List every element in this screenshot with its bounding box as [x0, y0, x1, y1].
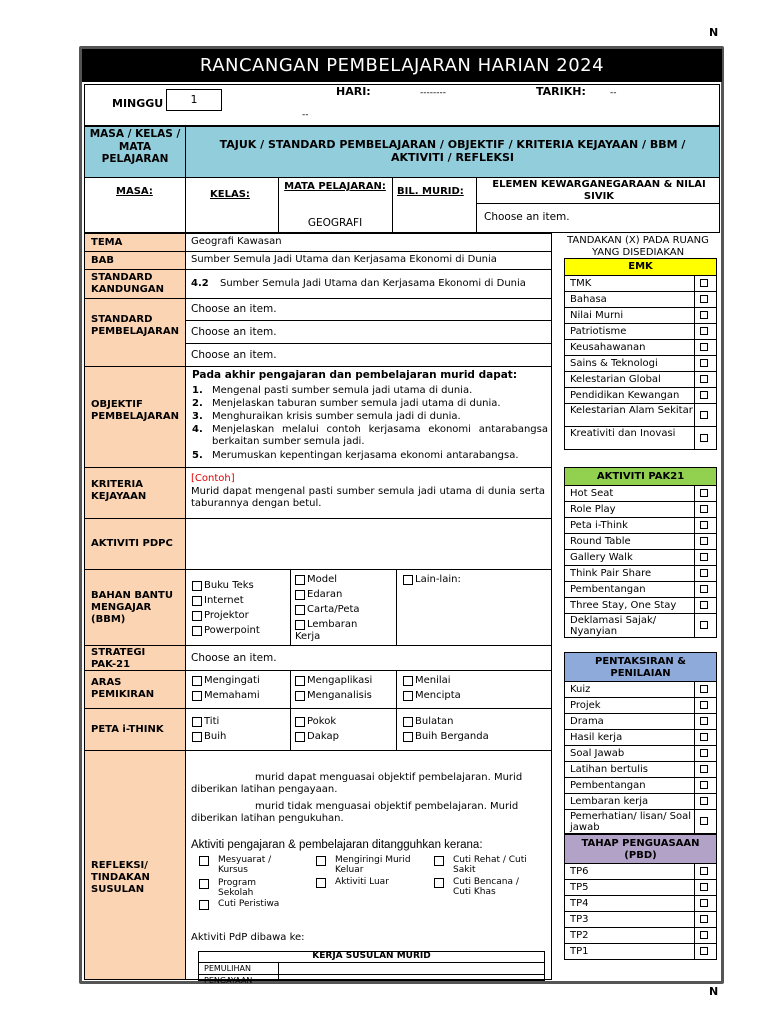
- emk-label-pendidikan-kewangan: Pendidikan Kewangan: [570, 390, 680, 401]
- emk-row-pendidikan-kewangan: [564, 388, 717, 404]
- aras-label: ARAS PEMIKIRAN: [91, 677, 155, 700]
- pentaksiran-label-kuiz: Kuiz: [570, 684, 591, 695]
- pak21-label-round-table: Round Table: [570, 536, 631, 547]
- aras-label-mencipta: Mencipta: [415, 690, 461, 701]
- tangguh-label-mesyuarat: Mesyuarat / Kursus: [218, 855, 272, 875]
- bab-value: Sumber Semula Jadi Utama dan Kerjasama Ekonomi di Dunia: [191, 254, 497, 265]
- bbm-label-lembaran-kerja: Lembaran Kerja: [295, 619, 358, 642]
- dibawa-ke-label: Aktiviti PdP dibawa ke:: [191, 932, 305, 943]
- obj-num-1: 1.: [192, 385, 203, 396]
- obj-num-2: 2.: [192, 398, 203, 409]
- emk-label-sains-teknologi: Sains & Teknologi: [570, 358, 658, 369]
- emk-row-nilai-murni: [564, 308, 717, 324]
- pentaksiran-label-lembaran-kerja: Lembaran kerja: [570, 796, 649, 807]
- pentaksiran-checkbox-latihan-bertulis[interactable]: [700, 765, 708, 773]
- tajuk-header-text: TAJUK / STANDARD PEMBELAJARAN / OBJEKTIF / KRITERIA KEJAYAAN / BBM / AKTIVITI / REFLEKSI: [219, 138, 686, 165]
- sk-label: STANDARD KANDUNGAN: [91, 272, 164, 295]
- peta-label-bulatan: Bulatan: [415, 716, 454, 727]
- bbm-checkbox-edaran[interactable]: [295, 590, 305, 600]
- bbm-checkbox-lain-lain[interactable]: [403, 575, 413, 585]
- tangguh-checkbox-program-sekolah[interactable]: [199, 879, 209, 889]
- pak21-label-three-stay-one-stay: Three Stay, One Stay: [570, 600, 677, 611]
- tahap-row-tp2: [564, 928, 717, 944]
- refleksi-label: REFLEKSI/ TINDAKAN SUSULAN: [91, 860, 150, 895]
- pak21-row-deklamasi-sajak-nyanyian: [564, 614, 717, 638]
- pak21-label-peta-i-think: Peta i-Think: [570, 520, 628, 531]
- bbm-checkbox-powerpoint[interactable]: [192, 626, 202, 636]
- obj-intro: Pada akhir pengajaran dan pembelajaran murid dapat:: [192, 369, 518, 381]
- sp-label: STANDARD PEMBELAJARAN: [91, 314, 179, 337]
- masa-label: MASA:: [116, 186, 153, 197]
- pentaksiran-row-soal-jawab: [564, 746, 717, 762]
- tahap-checkbox-tp5[interactable]: [700, 883, 708, 891]
- pak21-row-pembentangan: [564, 582, 717, 598]
- bbm-label-carta-peta: Carta/Peta: [307, 604, 360, 615]
- bbm-checkbox-buku-teks[interactable]: [192, 581, 202, 591]
- tangguh-checkbox-aktiviti-luar[interactable]: [316, 878, 326, 888]
- pak21-label-gallery-walk: Gallery Walk: [570, 552, 633, 563]
- tangguh-checkbox-cuti-bencana[interactable]: [434, 878, 444, 888]
- tahap-row-tp6: [564, 864, 717, 880]
- mata-pelajaran-value: GEOGRAFI: [307, 217, 363, 229]
- tangguh-label-mengiringi: Mengiringi Murid Keluar: [335, 855, 411, 875]
- emk-label-bahasa: Bahasa: [570, 294, 607, 305]
- peta-label: PETA i-THINK: [91, 724, 164, 735]
- kk-example: [Contoh]: [191, 473, 235, 484]
- peta-checkbox-titi[interactable]: [192, 717, 202, 727]
- aras-label-mengingati: Mengingati: [204, 675, 260, 686]
- pak21-checkbox-pembentangan[interactable]: [700, 585, 708, 593]
- tangguh-label-cuti-rehat: Cuti Rehat / Cuti Sakit: [453, 855, 527, 875]
- tarikh-field[interactable]: --: [610, 88, 617, 98]
- emk-label-kelestarian-global: Kelestarian Global: [570, 374, 661, 385]
- pak21-row-gallery-walk: [564, 550, 717, 566]
- emk-checkbox-nilai-murni[interactable]: [700, 311, 708, 319]
- aras-label-menilai: Menilai: [415, 675, 451, 686]
- bbm-checkbox-carta-peta[interactable]: [295, 605, 305, 615]
- peta-checkbox-dakap[interactable]: [295, 732, 305, 742]
- header-extra-field: --: [302, 110, 309, 120]
- peta-label-buih: Buih: [204, 731, 227, 742]
- pentaksiran-checkbox-drama[interactable]: [700, 717, 708, 725]
- emk-label-tmk: TMK: [570, 278, 592, 289]
- pak21-row-three-stay-one-stay: [564, 598, 717, 614]
- tahap-label-tp6: TP6: [570, 866, 589, 877]
- obj-item-2: Menjelaskan taburan sumber semula jadi utama di dunia.: [212, 398, 501, 409]
- emk-row-kreativiti-dan-inovasi: [564, 427, 717, 450]
- emk-row-bahasa: [564, 292, 717, 308]
- pak21-checkbox-deklamasi-sajak-nyanyian[interactable]: [700, 621, 708, 629]
- emk-title: EMK: [564, 258, 717, 276]
- pentaksiran-label-drama: Drama: [570, 716, 604, 727]
- pdpc-cell[interactable]: [185, 518, 552, 570]
- tangguh-label-program-sekolah: Program Sekolah: [218, 878, 256, 898]
- emk-label-kreativiti-dan-inovasi: Kreativiti dan Inovasi: [570, 428, 676, 439]
- sp-dropdown-2[interactable]: Choose an item.: [191, 326, 277, 338]
- pentaksiran-label-hasil-kerja: Hasil kerja: [570, 732, 623, 743]
- pak21-label-hot-seat: Hot Seat: [570, 488, 614, 499]
- emk-checkbox-pendidikan-kewangan[interactable]: [700, 391, 708, 399]
- corner-mark-top: N: [709, 26, 719, 39]
- peta-label-titi: Titi: [204, 716, 220, 727]
- tahap-checkbox-tp4[interactable]: [700, 899, 708, 907]
- pentaksiran-row-hasil-kerja: [564, 730, 717, 746]
- aras-label-mengaplikasi: Mengaplikasi: [307, 675, 373, 686]
- pak21-row-peta-i-think: [564, 518, 717, 534]
- elemen-dropdown[interactable]: Choose an item.: [484, 211, 570, 223]
- aras-label-menganalisis: Menganalisis: [307, 690, 372, 701]
- pak21-checkbox-role-play[interactable]: [700, 505, 708, 513]
- pentaksiran-row-kuiz: [564, 682, 717, 698]
- tangguh-label-aktiviti-luar: Aktiviti Luar: [335, 877, 389, 887]
- peta-checkbox-bulatan[interactable]: [403, 717, 413, 727]
- masa-kelas-header-text: MASA / KELAS / MATA PELAJARAN: [89, 128, 181, 166]
- bbm-label-lain-lain: Lain-lain:: [415, 574, 461, 585]
- obj-num-3: 3.: [192, 411, 203, 422]
- pak21-label-deklamasi-sajak-nyanyian: Deklamasi Sajak/ Nyanyian: [570, 615, 657, 637]
- tangguh-checkbox-cuti-rehat[interactable]: [434, 856, 444, 866]
- pentaksiran-checkbox-soal-jawab[interactable]: [700, 749, 708, 757]
- pentaksiran-row-latihan-bertulis: [564, 762, 717, 778]
- emk-checkbox-keusahawanan[interactable]: [700, 343, 708, 351]
- aras-label-memahami: Memahami: [204, 690, 260, 701]
- emk-label-patriotisme: Patriotisme: [570, 326, 627, 337]
- emk-row-tmk: [564, 276, 717, 292]
- mata-pelajaran-label: MATA PELAJARAN:: [284, 181, 386, 192]
- emk-row-kelestarian-alam-sekitar: [564, 404, 717, 427]
- strategi-dropdown[interactable]: Choose an item.: [191, 652, 277, 664]
- pentaksiran-checkbox-pembentangan[interactable]: [700, 781, 708, 789]
- peta-checkbox-buih[interactable]: [192, 732, 202, 742]
- emk-checkbox-kelestarian-global[interactable]: [700, 375, 708, 383]
- obj-label: OBJEKTIF PEMBELAJARAN: [91, 399, 179, 422]
- bil-murid-label: BIL. MURID:: [397, 186, 464, 197]
- corner-mark-bottom: N: [709, 985, 719, 998]
- bab-label: BAB: [91, 255, 114, 266]
- minggu-field[interactable]: 1: [166, 89, 222, 111]
- pentaksiran-row-projek: [564, 698, 717, 714]
- tahap-title: TAHAP PENGUASAAN (PBD): [564, 834, 717, 864]
- obj-num-5: 5.: [192, 450, 203, 461]
- tahap-row-tp3: [564, 912, 717, 928]
- tangguh-label-cuti-bencana: Cuti Bencana / Cuti Khas: [453, 877, 519, 897]
- pak21-row-role-play: [564, 502, 717, 518]
- bbm-checkbox-model[interactable]: [295, 575, 305, 585]
- emk-checkbox-patriotisme[interactable]: [700, 327, 708, 335]
- bbm-label-powerpoint: Powerpoint: [204, 625, 260, 636]
- tarikh-label: TARIKH:: [536, 85, 586, 98]
- pentaksiran-label-latihan-bertulis: Latihan bertulis: [570, 764, 649, 775]
- sp-dropdown-1[interactable]: Choose an item.: [191, 303, 277, 315]
- peta-cell: [185, 708, 552, 751]
- bbm-label: BAHAN BANTU MENGAJAR (BBM): [91, 590, 173, 625]
- emk-checkbox-tmk[interactable]: [700, 279, 708, 287]
- tahap-row-tp4: [564, 896, 717, 912]
- kk-label: KRITERIA KEJAYAAN: [91, 479, 147, 502]
- tahap-checkbox-tp3[interactable]: [700, 915, 708, 923]
- emk-checkbox-sains-teknologi[interactable]: [700, 359, 708, 367]
- bbm-label-edaran: Edaran: [307, 589, 343, 600]
- pentaksiran-label-pemerhatian-lisan-soal-jawab: Pemerhatian/ lisan/ Soal jawab: [570, 811, 691, 833]
- bbm-checkbox-projektor[interactable]: [192, 611, 202, 621]
- pentaksiran-checkbox-projek[interactable]: [700, 701, 708, 709]
- pentaksiran-checkbox-pemerhatian-lisan-soal-jawab[interactable]: [700, 817, 708, 825]
- peta-label-pokok: Pokok: [307, 716, 337, 727]
- page-title: RANCANGAN PEMBELAJARAN HARIAN 2024: [82, 49, 722, 82]
- bbm-checkbox-internet[interactable]: [192, 596, 202, 606]
- tahap-label-tp3: TP3: [570, 914, 589, 925]
- obj-item-3: Menghuraikan krisis sumber semula jadi di dunia.: [212, 411, 461, 422]
- tema-label: TEMA: [91, 237, 123, 248]
- refleksi-line-2: murid tidak menguasai objektif pembelajaran. Murid diberikan latihan pengukuhan.: [191, 801, 519, 824]
- pentaksiran-row-drama: [564, 714, 717, 730]
- strategi-label: STRATEGI PAK-21: [91, 647, 146, 670]
- pentaksiran-row-pemerhatian-lisan-soal-jawab: [564, 810, 717, 834]
- tahap-checkbox-tp2[interactable]: [700, 931, 708, 939]
- pak21-label-think-pair-share: Think Pair Share: [570, 568, 652, 579]
- pentaksiran-label-projek: Projek: [570, 700, 601, 711]
- pentaksiran-label-soal-jawab: Soal Jawab: [570, 748, 625, 759]
- pentaksiran-checkbox-lembaran-kerja[interactable]: [700, 797, 708, 805]
- bbm-label-buku-teks: Buku Teks: [204, 580, 254, 591]
- refleksi-line-1: murid dapat menguasai objektif pembelajaran. Murid diberikan latihan pengayaan.: [191, 772, 523, 795]
- emk-checkbox-kreativiti-dan-inovasi[interactable]: [700, 434, 708, 442]
- sp-dropdown-3[interactable]: Choose an item.: [191, 349, 277, 361]
- tahap-label-tp5: TP5: [570, 882, 589, 893]
- pak21-checkbox-round-table[interactable]: [700, 537, 708, 545]
- pentaksiran-label-pembentangan: Pembentangan: [570, 780, 646, 791]
- tahap-row-tp5: [564, 880, 717, 896]
- hari-field[interactable]: --------: [420, 88, 446, 98]
- obj-item-5: Merumuskan kepentingan kerjasama ekonomi antarabangsa.: [212, 450, 519, 461]
- pak21-row-round-table: [564, 534, 717, 550]
- peta-label-buih-berganda: Buih Berganda: [415, 731, 489, 742]
- peta-checkbox-buih-berganda[interactable]: [403, 732, 413, 742]
- tema-value: Geografi Kawasan: [191, 236, 282, 247]
- emk-row-keusahawanan: [564, 340, 717, 356]
- elemen-label: ELEMEN KEWARGANEGARAAN & NILAI SIVIK: [492, 179, 706, 202]
- pak21-checkbox-peta-i-think[interactable]: [700, 521, 708, 529]
- emk-label-nilai-murni: Nilai Murni: [570, 310, 624, 321]
- tahap-label-tp2: TP2: [570, 930, 589, 941]
- pak21-title: AKTIVITI PAK21: [564, 467, 717, 486]
- tangguh-label-cuti-peristiwa: Cuti Peristiwa: [218, 899, 280, 909]
- tahap-row-tp1: [564, 944, 717, 960]
- pdpc-label: AKTIVITI PDPC: [91, 538, 173, 549]
- bbm-label-model: Model: [307, 574, 338, 585]
- peta-checkbox-pokok[interactable]: [295, 717, 305, 727]
- aras-checkbox-mengaplikasi[interactable]: [295, 676, 305, 686]
- aras-checkbox-menilai[interactable]: [403, 676, 413, 686]
- emk-label-keusahawanan: Keusahawanan: [570, 342, 646, 353]
- emk-label-kelestarian-alam-sekitar: Kelestarian Alam Sekitar: [570, 405, 693, 416]
- susulan-pengayaan: PENGAYAAN: [204, 976, 253, 985]
- pak21-row-think-pair-share: [564, 566, 717, 582]
- pentaksiran-checkbox-kuiz[interactable]: [700, 685, 708, 693]
- aras-checkbox-mengingati[interactable]: [192, 676, 202, 686]
- tangguh-checkbox-mengiringi[interactable]: [316, 856, 326, 866]
- pentaksiran-checkbox-hasil-kerja[interactable]: [700, 733, 708, 741]
- pak21-label-pembentangan: Pembentangan: [570, 584, 646, 595]
- pak21-checkbox-think-pair-share[interactable]: [700, 569, 708, 577]
- tahap-checkbox-tp6[interactable]: [700, 867, 708, 875]
- pak21-label-role-play: Role Play: [570, 504, 616, 515]
- susulan-pemulihan: PEMULIHAN: [204, 964, 251, 973]
- aras-checkbox-mencipta[interactable]: [403, 691, 413, 701]
- peta-label-dakap: Dakap: [307, 731, 339, 742]
- pak21-checkbox-gallery-walk[interactable]: [700, 553, 708, 561]
- kk-value: Murid dapat mengenal pasti sumber semula jadi utama di dunia serta taburannya dengan betul.: [191, 486, 545, 509]
- emk-checkbox-bahasa[interactable]: [700, 295, 708, 303]
- obj-num-4: 4.: [192, 424, 203, 435]
- pentaksiran-title: PENTAKSIRAN & PENILAIAN: [564, 652, 717, 682]
- emk-row-sains-teknologi: [564, 356, 717, 372]
- pentaksiran-row-pembentangan: [564, 778, 717, 794]
- tahap-label-tp1: TP1: [570, 946, 589, 957]
- kelas-label: KELAS:: [210, 189, 250, 200]
- obj-item-1: Mengenal pasti sumber semula jadi utama di dunia.: [212, 385, 473, 396]
- tandakan-instruction: TANDAKAN (X) PADA RUANG YANG DISEDIAKAN: [567, 235, 709, 258]
- obj-item-4: Menjelaskan melalui contoh kerjasama ekonomi antarabangsa berkaitan sumber semula jadi.: [212, 424, 548, 447]
- minggu-label: MINGGU: [112, 97, 164, 110]
- bbm-label-projektor: Projektor: [204, 610, 249, 621]
- pak21-row-hot-seat: [564, 486, 717, 502]
- susulan-title: KERJA SUSULAN MURID: [312, 951, 431, 961]
- tangguh-title: Aktiviti pengajaran & pembelajaran ditangguhkan kerana:: [191, 839, 483, 851]
- tahap-label-tp4: TP4: [570, 898, 589, 909]
- emk-row-kelestarian-global: [564, 372, 717, 388]
- hari-label: HARI:: [336, 85, 371, 98]
- pentaksiran-row-lembaran-kerja: [564, 794, 717, 810]
- tangguh-checkbox-cuti-peristiwa[interactable]: [199, 900, 209, 910]
- aras-checkbox-memahami[interactable]: [192, 691, 202, 701]
- pak21-checkbox-hot-seat[interactable]: [700, 489, 708, 497]
- tahap-checkbox-tp1[interactable]: [700, 947, 708, 955]
- emk-checkbox-kelestarian-alam-sekitar[interactable]: [700, 411, 708, 419]
- sk-value: Sumber Semula Jadi Utama dan Kerjasama Ekonomi di Dunia: [220, 278, 526, 289]
- aras-checkbox-menganalisis[interactable]: [295, 691, 305, 701]
- tangguh-checkbox-mesyuarat[interactable]: [199, 856, 209, 866]
- emk-row-patriotisme: [564, 324, 717, 340]
- bbm-label-internet: Internet: [204, 595, 244, 606]
- sk-number: 4.2: [191, 278, 209, 289]
- pak21-checkbox-three-stay-one-stay[interactable]: [700, 601, 708, 609]
